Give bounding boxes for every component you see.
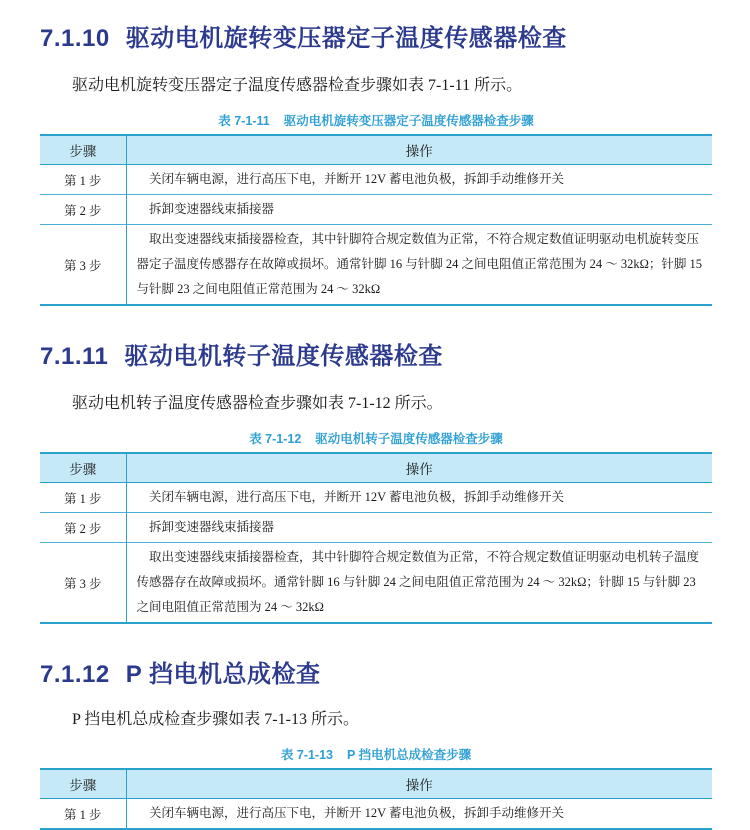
operation-cell: 关闭车辆电源，进行高压下电，并断开 12V 蓄电池负极，拆卸手动维修开关: [149, 172, 565, 186]
table-caption-label: 表 7-1-12: [249, 432, 302, 446]
step-cell: 第 1 步: [40, 799, 126, 830]
section-heading: [40, 24, 712, 54]
section-title: 驱动电机转子温度传感器检查: [124, 343, 443, 370]
section-heading: [40, 660, 712, 690]
table-header-operation: 操作: [126, 135, 712, 165]
table-caption-text: 驱动电机旋转变压器定子温度传感器检查步骤: [283, 114, 534, 128]
table-header-row: [40, 135, 712, 165]
operation-cell: 取出变速器线束插接器检查，其中针脚符合规定数值为正常，不符合规定数值证明驱动电机旋转变压器定子温度传感器存在故障或损坏。通常针脚 16 与针脚 24 之间电阻值正常范围为 24 ～ 32kΩ；针脚 15 与针脚 23 之间电阻值正常范围为 24 ～ 32kΩ: [136, 232, 703, 296]
step-cell: 第 3 步: [40, 543, 126, 624]
section-title: P 挡电机总成检查: [125, 661, 321, 688]
table-header-operation: 操作: [126, 453, 712, 483]
table-row: [40, 225, 712, 306]
section-intro: 驱动电机转子温度传感器检查步骤如表 7-1-12 所示。: [72, 395, 443, 412]
table-caption-text: 驱动电机转子温度传感器检查步骤: [315, 432, 503, 446]
step-cell: 第 1 步: [40, 483, 126, 513]
table-header-operation: 操作: [126, 769, 712, 799]
procedure-table: [40, 452, 712, 624]
section-heading: [40, 342, 712, 372]
table-header-step: 步骤: [40, 453, 126, 483]
table-header-row: [40, 769, 712, 799]
table-header-row: [40, 453, 712, 483]
table-row: [40, 799, 712, 830]
operation-cell: 关闭车辆电源，进行高压下电，并断开 12V 蓄电池负极，拆卸手动维修开关: [149, 490, 565, 504]
section-number: 7.1.11: [40, 343, 109, 370]
procedure-table: [40, 134, 712, 306]
table-row: [40, 483, 712, 513]
table-row: [40, 543, 712, 624]
step-cell: 第 2 步: [40, 513, 126, 543]
table-header-step: 步骤: [40, 135, 126, 165]
table-row: [40, 513, 712, 543]
section-number: 7.1.10: [40, 25, 110, 52]
table-caption-label: 表 7-1-13: [280, 748, 333, 762]
step-cell: 第 3 步: [40, 225, 126, 306]
operation-cell: 拆卸变速器线束插接器: [149, 520, 275, 534]
table-row: [40, 195, 712, 225]
section-intro: P 挡电机总成检查步骤如表 7-1-13 所示。: [72, 711, 359, 728]
section-7-1-12: [40, 660, 712, 830]
table-caption: [40, 430, 712, 448]
table-caption-text: P 挡电机总成检查步骤: [347, 748, 472, 762]
table-row: [40, 165, 712, 195]
step-cell: 第 2 步: [40, 195, 126, 225]
procedure-table: [40, 768, 712, 830]
section-number: 7.1.12: [40, 661, 110, 688]
section-7-1-11: [40, 342, 712, 624]
step-cell: 第 1 步: [40, 165, 126, 195]
section-7-1-10: [40, 24, 712, 306]
operation-cell: 拆卸变速器线束插接器: [149, 202, 275, 216]
operation-cell: 取出变速器线束插接器检查，其中针脚符合规定数值为正常，不符合规定数值证明驱动电机转子温度传感器存在故障或损坏。通常针脚 16 与针脚 24 之间电阻值正常范围为 24 ～ 32kΩ；针脚 15 与针脚 23 之间电阻值正常范围为 24 ～ 32kΩ: [136, 550, 700, 614]
table-caption: [40, 746, 712, 764]
table-header-step: 步骤: [40, 769, 126, 799]
table-caption-label: 表 7-1-11: [218, 114, 270, 128]
section-title: 驱动电机旋转变压器定子温度传感器检查: [125, 25, 567, 52]
operation-cell: 关闭车辆电源，进行高压下电，并断开 12V 蓄电池负极，拆卸手动维修开关: [149, 806, 565, 820]
section-intro: 驱动电机旋转变压器定子温度传感器检查步骤如表 7-1-11 所示。: [72, 77, 523, 94]
table-caption: [40, 112, 712, 130]
